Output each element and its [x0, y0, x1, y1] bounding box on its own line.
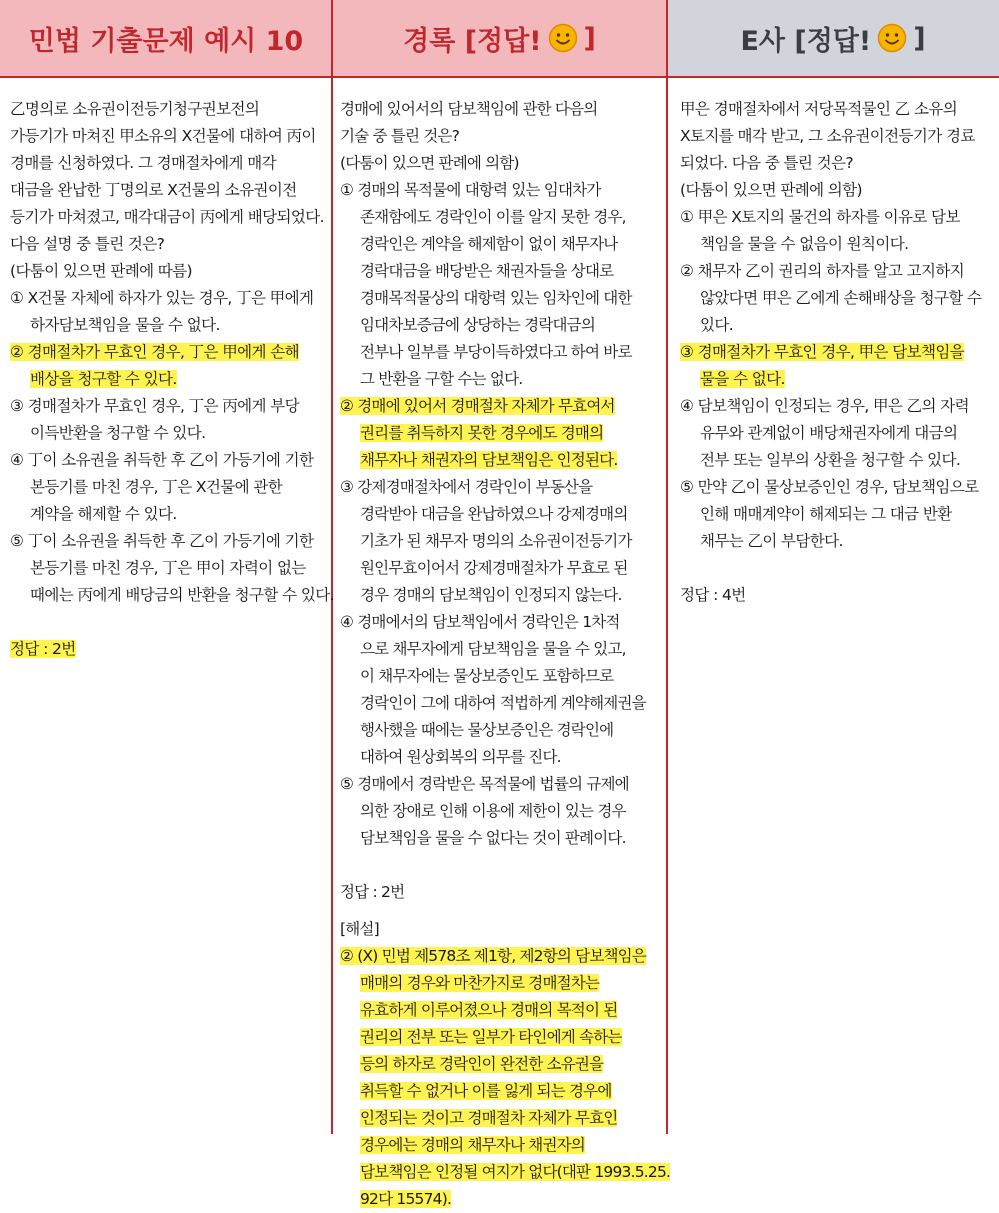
option-5-cont: 담보책임을 물을 수 없다는 것이 판례이다. — [360, 829, 626, 847]
smiley-icon — [548, 23, 578, 53]
option-1-cont: 책임을 물을 수 없음이 원칙이다. — [700, 235, 909, 253]
option-3-cont: 기초가 된 채무자 명의의 소유권이전등기가 — [360, 532, 632, 550]
option-4-cont: 전부 또는 일부의 상환을 청구할 수 있다. — [700, 451, 961, 469]
option-3-cont: 경우 경매의 담보책임이 인정되지 않는다. — [360, 586, 622, 604]
option-5-cont: 때에는 丙에게 배당금의 반환을 청구할 수 있다. — [30, 586, 334, 604]
gyeongrok-column — [340, 96, 671, 1213]
highlight: 취득할 수 없거나 이를 잃게 되는 경우에 — [360, 1082, 612, 1100]
option-5-cont: 본등기를 마친 경우, 丁은 甲이 자력이 없는 — [30, 559, 306, 577]
option-1-cont: 임대차보증금에 상당하는 경락대금의 — [360, 316, 596, 334]
header-title-text: 민법 기출문제 예시 10 — [28, 25, 304, 57]
option-1: ① 甲은 X토지의 물건의 하자를 이유로 담보 — [680, 208, 960, 226]
highlight: ② 경매절차가 무효인 경우, 丁은 甲에게 손해 — [10, 343, 299, 361]
option-2-cont — [10, 366, 325, 393]
header-gyeongrok — [332, 0, 667, 76]
question-line: 가등기가 마쳐진 甲소유의 X건물에 대하여 丙이 — [10, 127, 316, 145]
option-1: ① X건물 자체에 하자가 있는 경우, 丁은 甲에게 — [10, 289, 314, 307]
option-4-cont: 으로 채무자에게 담보책임을 물을 수 있고, — [360, 640, 626, 658]
commentary-line — [340, 1078, 662, 1105]
header-esa-prefix: E사 [정답! — [740, 25, 872, 57]
header-gyeongrok-prefix: 경록 [정답! — [403, 25, 542, 57]
header-esa-suffix: ] — [913, 22, 926, 54]
highlight: 매매의 경우와 마찬가지로 경매절차는 — [360, 974, 600, 992]
highlight: 등의 하자로 경락인이 완전한 소유권을 — [360, 1055, 604, 1073]
commentary-line — [340, 943, 662, 970]
option-5: ⑤ 경매에서 경락받은 목적물에 법률의 규제에 — [340, 775, 629, 793]
option-1-cont: 경매목적물상의 대항력 있는 임차인에 대한 — [360, 289, 632, 307]
option-3-cont: 이득반환을 청구할 수 있다. — [30, 424, 206, 442]
option-4-cont: 행사했을 때에는 물상보증인은 경락인에 — [360, 721, 614, 739]
question-line: 경매를 신청하였다. 그 경매절차에게 매각 — [10, 154, 276, 172]
commentary-line — [340, 1132, 662, 1159]
option-1-cont: 존재함에도 경락인이 이를 알지 못한 경우, — [360, 208, 626, 226]
option-4: ④ 丁이 소유권을 취득한 후 乙이 가등기에 기한 — [10, 451, 314, 469]
answer — [10, 636, 325, 663]
option-3-cont — [680, 366, 992, 393]
option-1-cont: 전부나 일부를 부당이득하였다고 하여 바로 — [360, 343, 632, 361]
commentary-line — [340, 1159, 671, 1186]
option-4-cont: 대하여 원상회복의 의무를 진다. — [360, 748, 561, 766]
column-divider — [666, 0, 668, 1134]
option-1-cont: 하자담보책임을 물을 수 없다. — [30, 316, 220, 334]
highlight: 담보책임은 인정될 여지가 없다(대판 1993.5.25. — [360, 1163, 671, 1181]
question-line: 대금을 완납한 丁명의로 X건물의 소유권이전 — [10, 181, 297, 199]
option-2 — [10, 339, 325, 366]
option-4-cont: 유무와 관계없이 배당채권자에게 대금의 — [700, 424, 958, 442]
commentary-label: [해설] — [340, 920, 379, 938]
question-line: X토지를 매각 받고, 그 소유권이전등기가 경료 — [680, 127, 975, 145]
option-1: ① 경매의 목적물에 대항력 있는 임대차가 — [340, 181, 601, 199]
option-4-cont: 계약을 해제할 수 있다. — [30, 505, 177, 523]
header-gyeongrok-suffix: ] — [583, 22, 596, 54]
highlight: 배상을 청구할 수 있다. — [30, 370, 177, 388]
header-title — [0, 0, 332, 76]
option-3: ③ 강제경매절차에서 경락인이 부동산을 — [340, 478, 593, 496]
option-3 — [680, 339, 992, 366]
question-line: 되었다. 다음 중 틀린 것은? — [680, 154, 853, 172]
commentary-line — [340, 997, 662, 1024]
option-4-cont: 본등기를 마친 경우, 丁은 X건물에 관한 — [30, 478, 283, 496]
exam-question-column — [10, 96, 334, 663]
option-4-cont: 이 채무자에는 물상보증인도 포함하므로 — [360, 667, 614, 685]
highlight: ③ 경매절차가 무효인 경우, 甲은 담보책임을 — [680, 343, 965, 361]
option-2-cont: 않았다면 甲은 乙에게 손해배상을 청구할 수 — [700, 289, 982, 307]
option-2-cont — [340, 447, 662, 474]
option-1-cont: 경락인은 계약을 해제함이 없이 채무자나 — [360, 235, 618, 253]
highlight: ② (X) 민법 제578조 제1항, 제2항의 담보책임은 — [340, 947, 647, 965]
highlight: 물을 수 없다. — [700, 370, 785, 388]
option-2: ② 채무자 乙이 권리의 하자를 알고 고지하지 — [680, 262, 965, 280]
esa-column — [680, 96, 992, 609]
commentary-line — [340, 970, 662, 997]
question-line: 등기가 마쳐졌고, 매각대금이 丙에게 배당되었다. — [10, 208, 324, 226]
option-2-cont — [340, 420, 662, 447]
answer: 정답 : 2번 — [340, 883, 405, 901]
header-row — [0, 0, 999, 78]
option-3-cont: 원인무효이어서 강제경매절차가 무효로 된 — [360, 559, 628, 577]
option-4-cont: 경락인이 그에 대하여 적법하게 계약해제권을 — [360, 694, 646, 712]
option-5: ⑤ 丁이 소유권을 취득한 후 乙이 가등기에 기한 — [10, 532, 314, 550]
question-line: 기술 중 틀린 것은? — [340, 127, 460, 145]
option-3: ③ 경매절차가 무효인 경우, 丁은 丙에게 부당 — [10, 397, 299, 415]
question-line: 다음 설명 중 틀린 것은? — [10, 235, 165, 253]
option-3-cont: 경락받아 대금을 완납하였으나 강제경매의 — [360, 505, 628, 523]
highlight: 채무자나 채권자의 담보책임은 인정된다. — [360, 451, 618, 469]
option-5-cont: 인해 매매계약이 해제되는 그 대금 반환 — [700, 505, 952, 523]
commentary-line — [340, 1186, 662, 1213]
option-5: ⑤ 만약 乙이 물상보증인인 경우, 담보책임으로 — [680, 478, 979, 496]
option-5-cont: 의한 장애로 인해 이용에 제한이 있는 경우 — [360, 802, 626, 820]
question-note: (다툼이 있으면 판례에 의함) — [340, 154, 519, 172]
option-1-cont: 경락대금을 배당받은 채권자들을 상대로 — [360, 262, 614, 280]
question-line: 乙명의로 소유권이전등기청구권보전의 — [10, 100, 260, 118]
question-note: (다툼이 있으면 판례에 따름) — [10, 262, 192, 280]
header-esa — [667, 0, 999, 76]
option-4: ④ 담보책임이 인정되는 경우, 甲은 乙의 자력 — [680, 397, 969, 415]
option-1-cont: 그 반환을 구할 수는 없다. — [360, 370, 523, 388]
option-5-cont: 채무는 乙이 부담한다. — [700, 532, 843, 550]
highlight: 경우에는 경매의 채무자나 채권자의 — [360, 1136, 585, 1154]
highlight: ② 경매에 있어서 경매절차 자체가 무효여서 — [340, 397, 615, 415]
option-2 — [340, 393, 662, 420]
highlight: 권리를 취득하지 못한 경우에도 경매의 — [360, 424, 604, 442]
commentary-line — [340, 1024, 662, 1051]
highlight: 인정되는 것이고 경매절차 자체가 무효인 — [360, 1109, 618, 1127]
option-2-cont: 있다. — [700, 316, 734, 334]
highlight: 92다 15574). — [360, 1190, 452, 1208]
commentary-line — [340, 1105, 662, 1132]
question-line: 甲은 경매절차에서 저당목적물인 乙 소유의 — [680, 100, 958, 118]
highlight: 권리의 전부 또는 일부가 타인에게 속하는 — [360, 1028, 622, 1046]
answer: 정답 : 4번 — [680, 586, 746, 604]
highlight: 유효하게 이루어졌으나 경매의 목적이 된 — [360, 1001, 618, 1019]
option-4: ④ 경매에서의 담보책임에서 경락인은 1차적 — [340, 613, 620, 631]
column-divider — [331, 0, 333, 1134]
commentary-line — [340, 1051, 662, 1078]
question-line: 경매에 있어서의 담보책임에 관한 다음의 — [340, 100, 598, 118]
highlight: 정답 : 2번 — [10, 640, 76, 658]
question-note: (다툼이 있으면 판례에 의함) — [680, 181, 862, 199]
smiley-icon — [877, 23, 907, 53]
